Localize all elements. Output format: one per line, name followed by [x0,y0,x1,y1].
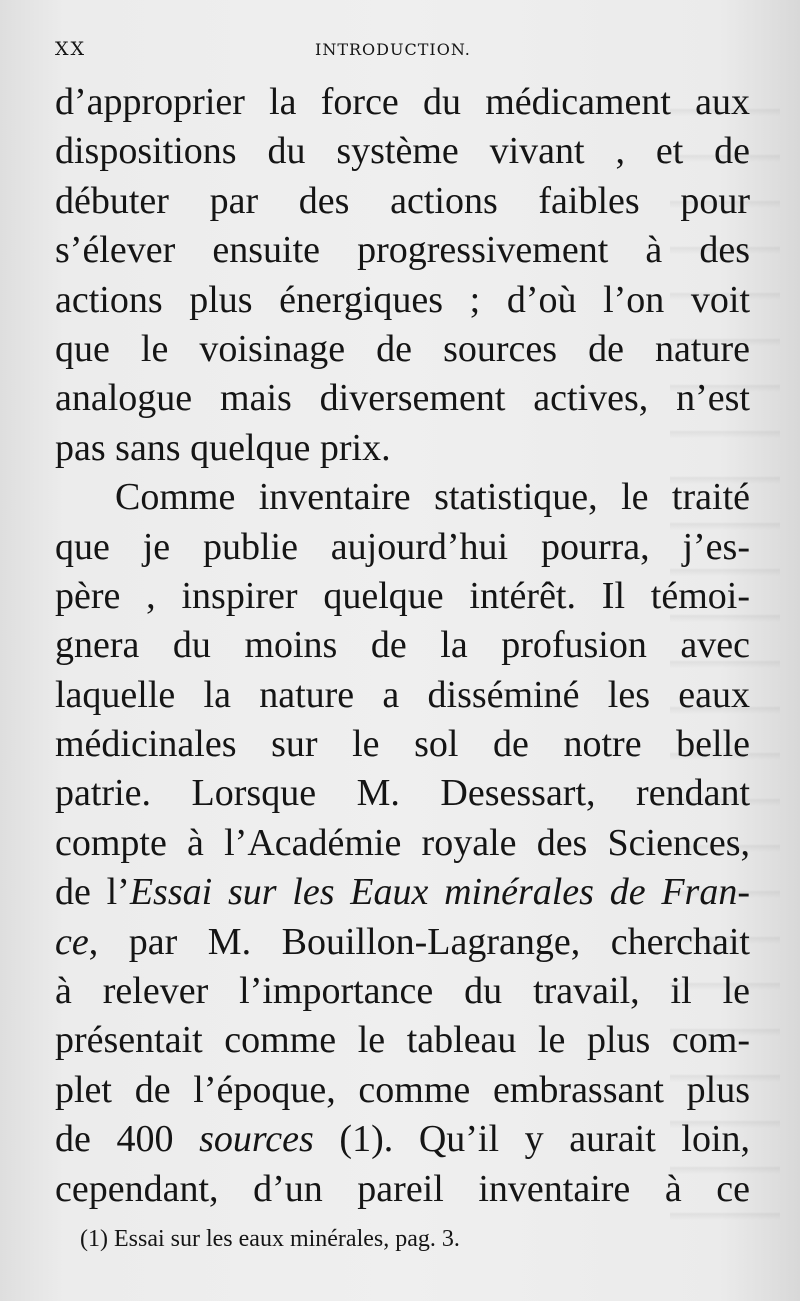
italic-word: sources [199,1118,314,1161]
page-header [55,38,745,64]
text-line [55,918,750,967]
text-line: Comme inventaire statistique, le traité [115,476,750,519]
text-line: père , inspirer quelque intérêt. Il témoi- [55,574,750,617]
text-line: médicinales sur le sol de notre belle [55,723,750,766]
text-line: actions plus énergiques ; d’où l’on voit [55,278,750,321]
text-line: que je publie aujourd’hui pourra, j’es- [55,525,750,568]
text-line: compte à l’Académie royale des Sciences, [55,821,750,864]
text-line: d’approprier la force du médicament aux [55,81,750,123]
book-title-italic: ce [55,920,89,963]
text-line: à relever l’importance du travail, il le [55,970,750,1013]
body-text [55,78,750,1214]
text-line: que le voisinage de sources de nature [55,327,750,370]
text-line: plet de l’époque, comme embrassant plus [55,1068,750,1111]
text-line [55,1115,750,1164]
text-segment: (1). Qu’il y aurait loin, [313,1118,751,1161]
text-line: cependant, d’un pareil inventaire à ce [55,1167,750,1210]
book-title-italic: Essai sur les Eaux minérales de Fran- [129,871,750,914]
text-line: s’élever ensuite progressivement à des [55,229,750,272]
text-line: laquelle la nature a disséminé les eaux [55,673,750,716]
text-segment: , par M. Bouillon-Lagrange, cherchait [88,920,750,963]
text-line: dispositions du système vivant , et de [55,130,750,173]
text-segment: de 400 [55,1118,200,1161]
running-head: INTRODUCTION. [315,40,471,59]
text-line: patrie. Lorsque M. Desessart, rendant [55,772,750,815]
page-number: XX [55,38,87,60]
text-line: pas sans quelque prix. [55,426,391,469]
footnote: (1) Essai sur les eaux minérales, pag. 3. [80,1226,460,1252]
text-segment: de l’ [55,871,130,914]
text-line [55,868,750,917]
text-line: présentait comme le tableau le plus com- [55,1019,750,1062]
text-line: débuter par des actions faibles pour [55,179,750,222]
text-line: analogue mais diversement actives, n’est [55,377,750,420]
text-line: gnera du moins de la profusion avec [55,624,750,667]
